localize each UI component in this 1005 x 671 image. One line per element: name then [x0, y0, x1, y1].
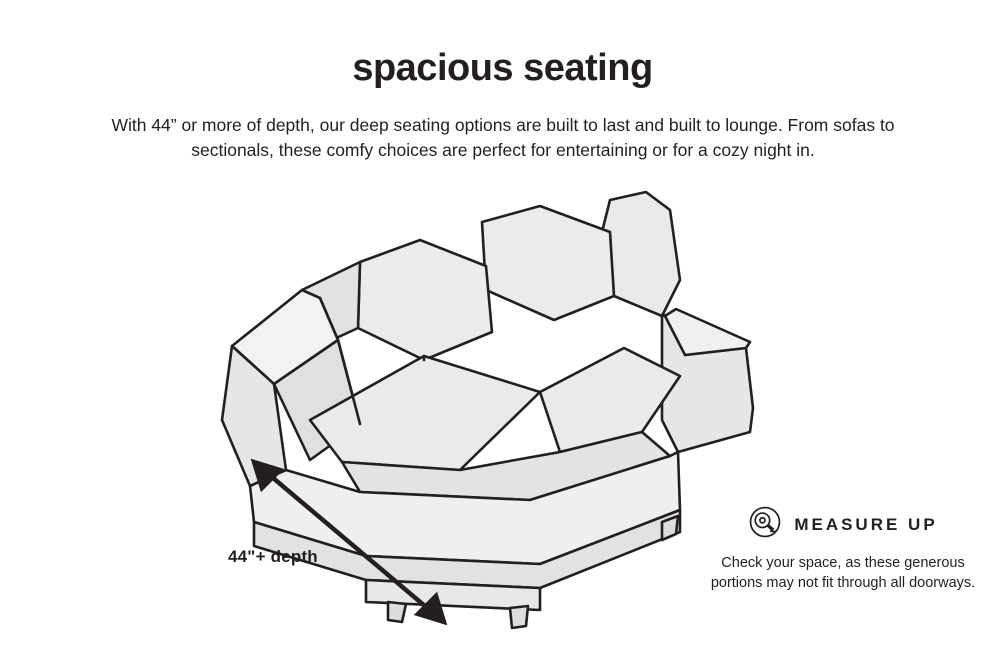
depth-arrow: [236, 448, 466, 638]
measure-up-callout: [709, 505, 977, 593]
page-title: spacious seating: [352, 47, 653, 89]
description-text: With 44” or more of depth, our deep seating options are built to last and built to lounge. From sofas to sectionals, these comfy choices are perfect for entertaining or for a cozy night in.: [111, 115, 895, 161]
depth-label: 44"+ depth: [228, 547, 318, 566]
tape-measure-icon: [748, 505, 782, 544]
measure-up-body: Check your space, as these generous portions may not fit through all doorways.: [710, 555, 976, 591]
measure-up-title: MEASURE UP: [794, 514, 938, 534]
measure-up-header: [709, 505, 977, 544]
